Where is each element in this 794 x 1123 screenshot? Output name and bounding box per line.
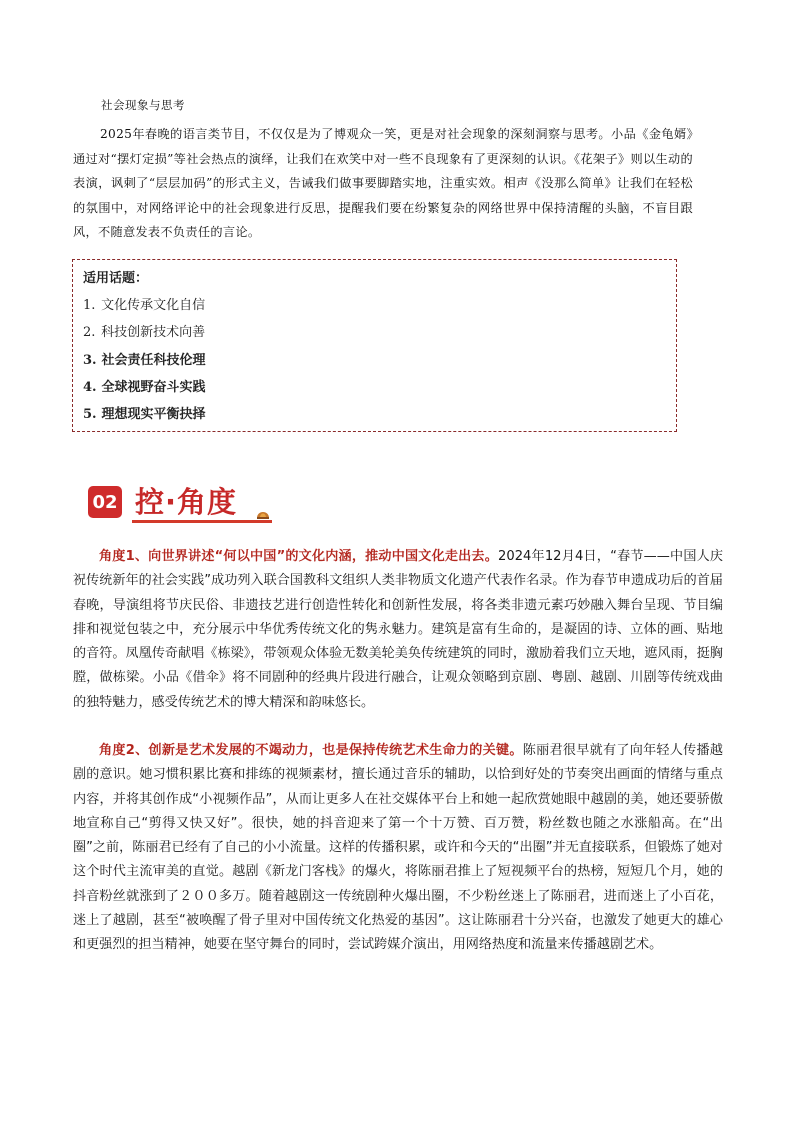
angle-2-lead: 角度2、创新是艺术发展的不竭动力，也是保持传统艺术生命力的关键。 [99, 743, 523, 758]
topic-item [83, 292, 206, 319]
topics-list [83, 292, 206, 428]
section-number-badge: 02 [88, 486, 122, 518]
decorative-bud-icon [255, 506, 271, 520]
topic-text: 科技创新技术向善 [101, 325, 206, 341]
topic-item [83, 374, 206, 401]
topic-item [83, 401, 206, 428]
topic-number: 5. [83, 407, 97, 423]
topic-text: 文化传承文化自信 [101, 298, 206, 313]
title-underline [132, 520, 272, 523]
topic-text: 理想现实平衡抉择 [101, 407, 206, 423]
angle-1-paragraph [73, 545, 723, 715]
topic-item [83, 347, 206, 374]
topics-title: 适用话题： [83, 271, 149, 286]
topic-item [83, 319, 206, 346]
intro-paragraph: 2025年春晚的语言类节目，不仅仅是为了博观众一笑，更是对社会现象的深刻洞察与思考。小品《金龟婿》通过对“摆灯定损”等社会热点的演绎，让我们在欢笑中对一些不良现象有了更深刻的认识。《花架子》则以生动的表演，讽刺了“层层加码”的形式主义，告诫我们做事要脚踏实地，注重实效。相声《没那么简单》让我们在轻松的氛围中，对网络评论中的社会现象进行反思，提醒我们要在纷繁复杂的网络世界中保持清醒的头脑，不盲目跟风，不随意发表不负责任的言论。 [73, 127, 693, 239]
topic-number: 1. [83, 298, 96, 313]
topic-number: 2. [83, 325, 96, 341]
angle-1-body: 2024年12月4日，“春节——中国人庆祝传统新年的社会实践”成功列入联合国教科文组织人类非物质文化遗产代表作名录。作为春节申遗成功后的首届春晚，导演组将节庆民俗、非遗技艺进行创造性转化和创新性发展，将各类非遗元素巧妙融入舞台呈现、节目编排和视觉包装之中，充分展示中华优秀传统文化的隽永魅力。建筑是富有生命的，是凝固的诗、立体的画、贴地的音符。凤凰传奇献唱《栋梁》，带领观众体验无数美轮美奂传统建筑的同时，激励着我们立天地，遮风雨，挺胸膛，做栋梁。小品《借伞》将不同剧种的经典片段进行融合，让观众领略到京剧、粤剧、越剧、川剧等传统戏曲的独特魅力，感受传统艺术的博大精深和韵味悠长。 [73, 549, 723, 710]
section-title: 控·角度 [135, 485, 238, 519]
section-heading: 社会现象与思考 [101, 98, 185, 112]
topic-number: 3. [83, 352, 97, 368]
section-banner [88, 478, 278, 528]
angle-1-lead: 角度1、向世界讲述“何以中国”的文化内涵，推动中国文化走出去。 [99, 549, 499, 564]
angle-2-body: 陈丽君很早就有了向年轻人传播越剧的意识。她习惯积累比赛和排练的视频素材，擅长通过音乐的辅助，以恰到好处的节奏突出画面的情绪与重点内容，并将其创作成“小视频作品”，从而让更多人在社交媒体平台上和她一起欣赏她眼中越剧的美，她还要骄傲地宣称自己“剪得又快又好”。很快，她的抖音迎来了第一个十万赞、百万赞，粉丝数也随之水涨船高。在“出圈”之前，陈丽君已经有了自己的小小流量。这样的传播积累，或许和今天的“出圈”并无直接联系，但锻炼了她对这个时代主流审美的直觉。越剧《新龙门客栈》的爆火，将陈丽君推上了短视频平台的热榜，短短几个月，她的抖音粉丝就涨到了２００多万。随着越剧这一传统剧种火爆出圈，不少粉丝迷上了陈丽君，进而迷上了小百花，迷上了越剧，甚至“被唤醒了骨子里对中国传统文化热爱的基因”。这让陈丽君十分兴奋，也激发了她更大的雄心和更强烈的担当精神，她要在坚守舞台的同时，尝试跨媒介演出，用网络热度和流量来传播越剧艺术。 [73, 743, 723, 953]
applicable-topics-box [72, 259, 677, 432]
topic-number: 4. [83, 379, 97, 395]
topic-text: 社会责任科技伦理 [101, 352, 206, 368]
topic-text: 全球视野奋斗实践 [101, 379, 206, 395]
angle-2-paragraph [73, 739, 723, 958]
